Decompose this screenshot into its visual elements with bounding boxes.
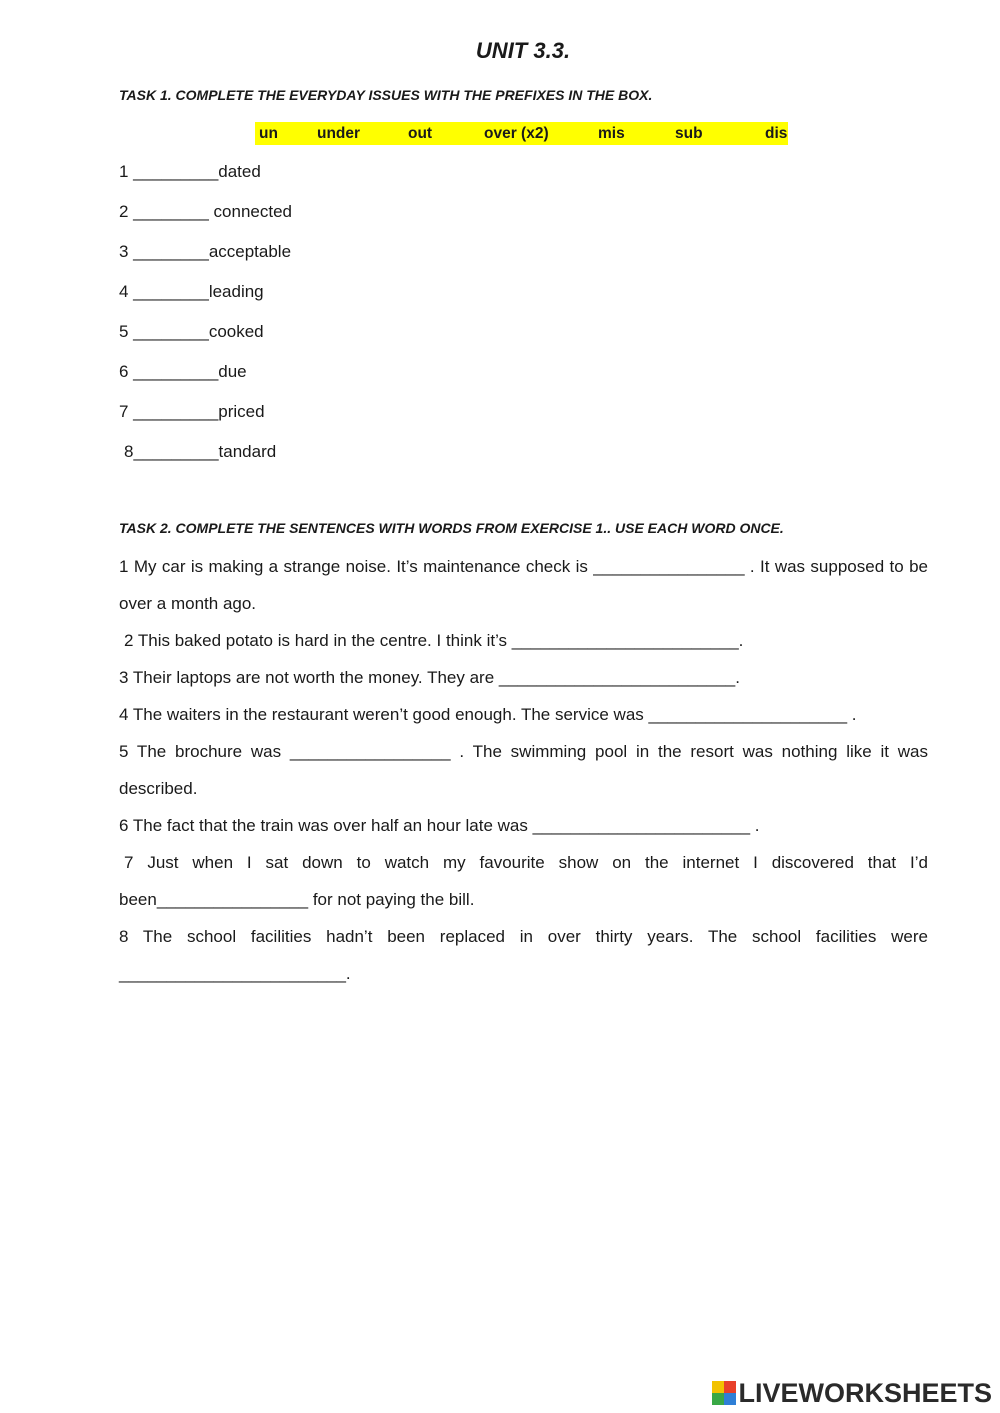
prefix-box — [255, 122, 788, 145]
task1-heading: TASK 1. COMPLETE THE EVERYDAY ISSUES WITH THE PREFIXES IN THE BOX. — [119, 87, 653, 103]
prefix-word: sub — [675, 125, 703, 142]
liveworksheets-logo-icon — [712, 1381, 736, 1405]
prefix-word: out — [408, 125, 433, 142]
task1-item[interactable]: 5 ________cooked — [119, 322, 264, 341]
task2-sentence[interactable]: 7 Just when I sat down to watch my favourite show on the internet I discovered that I’d been________________ for not paying the bill. — [119, 853, 928, 909]
task2-sentence[interactable]: 1 My car is making a strange noise. It’s maintenance check is ________________ . It was supposed to be over a month ago. — [119, 557, 928, 613]
liveworksheets-logo — [712, 1378, 992, 1408]
task2-sentence[interactable]: 6 The fact that the train was over half an hour late was _______________________ . — [119, 816, 760, 835]
prefix-word: dis — [765, 125, 788, 142]
task1-item[interactable]: 2 ________ connected — [119, 202, 292, 221]
page-title: UNIT 3.3. — [475, 38, 571, 63]
task2-heading: TASK 2. COMPLETE THE SENTENCES WITH WORDS FROM EXERCISE 1.. USE EACH WORD ONCE. — [119, 520, 784, 536]
task1-item[interactable]: 7 _________priced — [119, 402, 265, 421]
task1-item[interactable]: 1 _________dated — [119, 162, 261, 181]
logo-text: LIVEWORKSHEETS — [738, 1377, 992, 1408]
task1-item[interactable]: 6 _________due — [119, 362, 247, 381]
prefix-word: over (x2) — [484, 125, 549, 142]
prefix-word: mis — [598, 125, 625, 142]
task2-sentence[interactable]: 8 The school facilities hadn’t been replaced in over thirty years. The school facilities were ________________________. — [119, 927, 928, 983]
prefix-word: un — [259, 125, 278, 142]
task1-item[interactable]: 8_________tandard — [124, 442, 277, 461]
prefix-word: under — [317, 125, 361, 142]
task2-sentence[interactable]: 4 The waiters in the restaurant weren’t good enough. The service was _____________________ . — [119, 705, 857, 724]
task1-item[interactable]: 4 ________leading — [119, 282, 264, 301]
task2-sentence[interactable]: 2 This baked potato is hard in the centre. I think it’s ________________________. — [124, 631, 744, 650]
task2-sentence[interactable]: 3 Their laptops are not worth the money. They are _________________________. — [119, 668, 740, 687]
task2-sentence[interactable]: 5 The brochure was _________________ . The swimming pool in the resort was nothing like it was described. — [119, 742, 928, 798]
task1-item[interactable]: 3 ________acceptable — [119, 242, 292, 261]
